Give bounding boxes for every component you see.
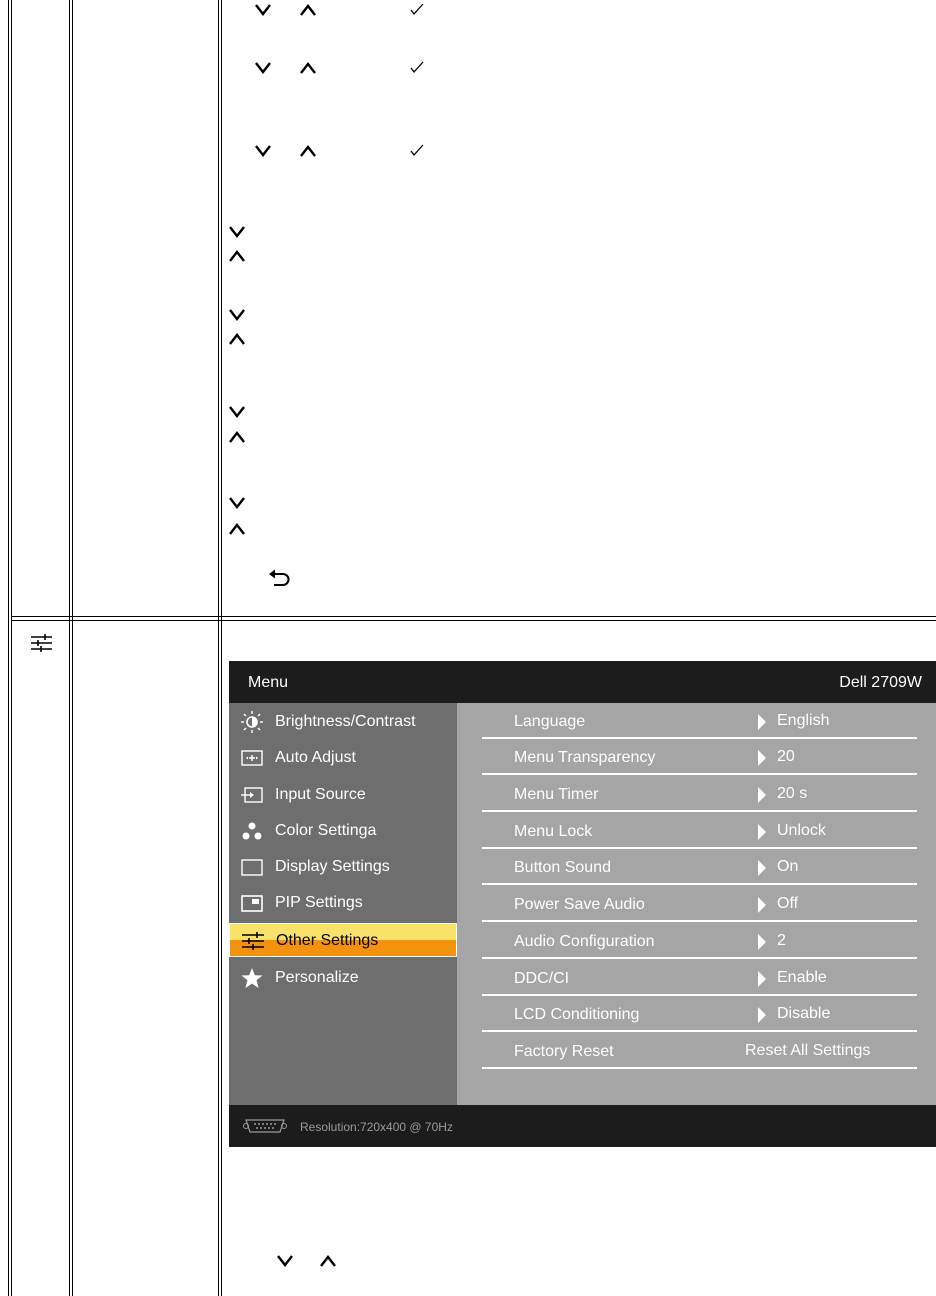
setting-name: Audio Configuration [514,933,655,950]
setting-name: DDC/CI [514,970,570,987]
chevron-down-icon [229,497,245,509]
setting-value: English [777,712,830,729]
setting-value: 2 [777,932,786,949]
setting-value: Enable [777,969,827,986]
setting-name: Factory Reset [514,1043,614,1060]
triangle-right-icon [758,934,766,950]
table-col2-left [72,0,73,1296]
triangle-right-icon [758,1007,766,1023]
setting-name: Menu Transparency [514,749,656,766]
setting-row-menu-transparency[interactable] [482,739,917,775]
osd-resolution-text: Resolution:720x400 @ 70Hz [300,1120,453,1134]
chevron-up-icon [300,145,316,157]
setting-name: Language [514,713,586,730]
setting-row-lcd-conditioning[interactable] [482,996,917,1032]
triangle-right-icon [758,750,766,766]
menu-item-label: Other Settings [276,932,379,949]
chevron-up-icon [300,62,316,74]
chevron-up-icon [229,523,245,535]
triangle-right-icon [758,860,766,876]
setting-name: Menu Lock [514,823,593,840]
pip-settings-icon [240,892,264,914]
display-settings-icon [240,856,264,878]
other-settings-icon [241,930,265,952]
osd-header [229,661,936,703]
chevron-up-icon [320,1255,336,1267]
setting-value: Reset All Settings [745,1042,871,1059]
setting-row-menu-timer[interactable] [482,776,917,812]
setting-name: Button Sound [514,859,611,876]
chevron-down-icon [229,406,245,418]
menu-item-pip-settings[interactable] [229,886,457,920]
osd-submenu [457,703,936,1105]
table-col2-right [218,0,219,1296]
chevron-down-icon [255,145,271,157]
setting-value: Off [777,895,799,912]
triangle-right-icon [758,824,766,840]
other-settings-icon [30,633,54,653]
triangle-right-icon [758,897,766,913]
menu-item-label: Display Settings [275,858,390,875]
table-border-left-inner [11,0,12,1296]
osd-title: Menu [248,674,289,691]
menu-item-display-settings[interactable] [229,850,457,884]
star-icon [240,967,264,989]
brightness-icon [240,711,264,733]
menu-item-color-settinga[interactable] [229,814,457,848]
chevron-down-icon [255,4,271,16]
setting-name: LCD Conditioning [514,1006,640,1023]
table-border-left-outer [8,0,9,1296]
setting-row-button-sound[interactable] [482,849,917,885]
setting-name: Menu Timer [514,786,599,803]
menu-item-input-source[interactable] [229,778,457,812]
osd-main-menu [229,703,457,1105]
checkmark-icon [410,144,424,156]
menu-item-label: Input Source [275,786,366,803]
menu-item-label: Personalize [275,969,359,986]
setting-row-language[interactable] [482,703,917,739]
setting-value: 20 [777,748,795,765]
osd-model: Dell 2709W [839,674,922,691]
setting-row-power-save-audio[interactable] [482,886,917,922]
triangle-right-icon [758,787,766,803]
menu-item-auto-adjust[interactable] [229,741,457,775]
row-separator-top [11,616,936,617]
vga-connector-icon [243,1117,287,1135]
row-separator-bottom [11,620,936,621]
setting-value: On [777,858,799,875]
setting-row-menu-lock[interactable] [482,813,917,849]
triangle-right-icon [758,714,766,730]
setting-name: Power Save Audio [514,896,645,913]
chevron-down-icon [255,62,271,74]
menu-item-label: Auto Adjust [275,749,356,766]
menu-item-label: PIP Settings [275,894,363,911]
osd-footer [229,1105,936,1147]
chevron-up-icon [300,4,316,16]
checkmark-icon [410,61,424,73]
setting-value: Unlock [777,822,826,839]
table-col3-left [221,0,222,1296]
chevron-up-icon [229,333,245,345]
chevron-down-icon [277,1255,293,1267]
input-source-icon [240,784,264,806]
menu-item-other-settings[interactable] [229,923,457,957]
table-col1-right [69,0,70,1296]
menu-item-label: Brightness/Contrast [275,713,416,730]
chevron-down-icon [229,226,245,238]
color-settings-icon [240,820,264,842]
chevron-down-icon [229,309,245,321]
menu-item-personalize[interactable] [229,961,457,995]
setting-value: 20 s [777,785,808,802]
setting-row-audio-configuration[interactable] [482,923,917,959]
chevron-up-icon [229,431,245,443]
setting-row-ddc-ci[interactable] [482,960,917,996]
menu-item-label: Color Settinga [275,822,377,839]
triangle-right-icon [758,971,766,987]
back-arrow-icon [268,569,292,589]
menu-item-brightness-contrast[interactable] [229,705,457,739]
checkmark-icon [410,3,424,15]
osd-menu-screenshot [229,661,936,1147]
setting-value: Disable [777,1005,831,1022]
auto-adjust-icon [240,747,264,769]
chevron-up-icon [229,250,245,262]
setting-row-factory-reset[interactable] [482,1033,917,1069]
